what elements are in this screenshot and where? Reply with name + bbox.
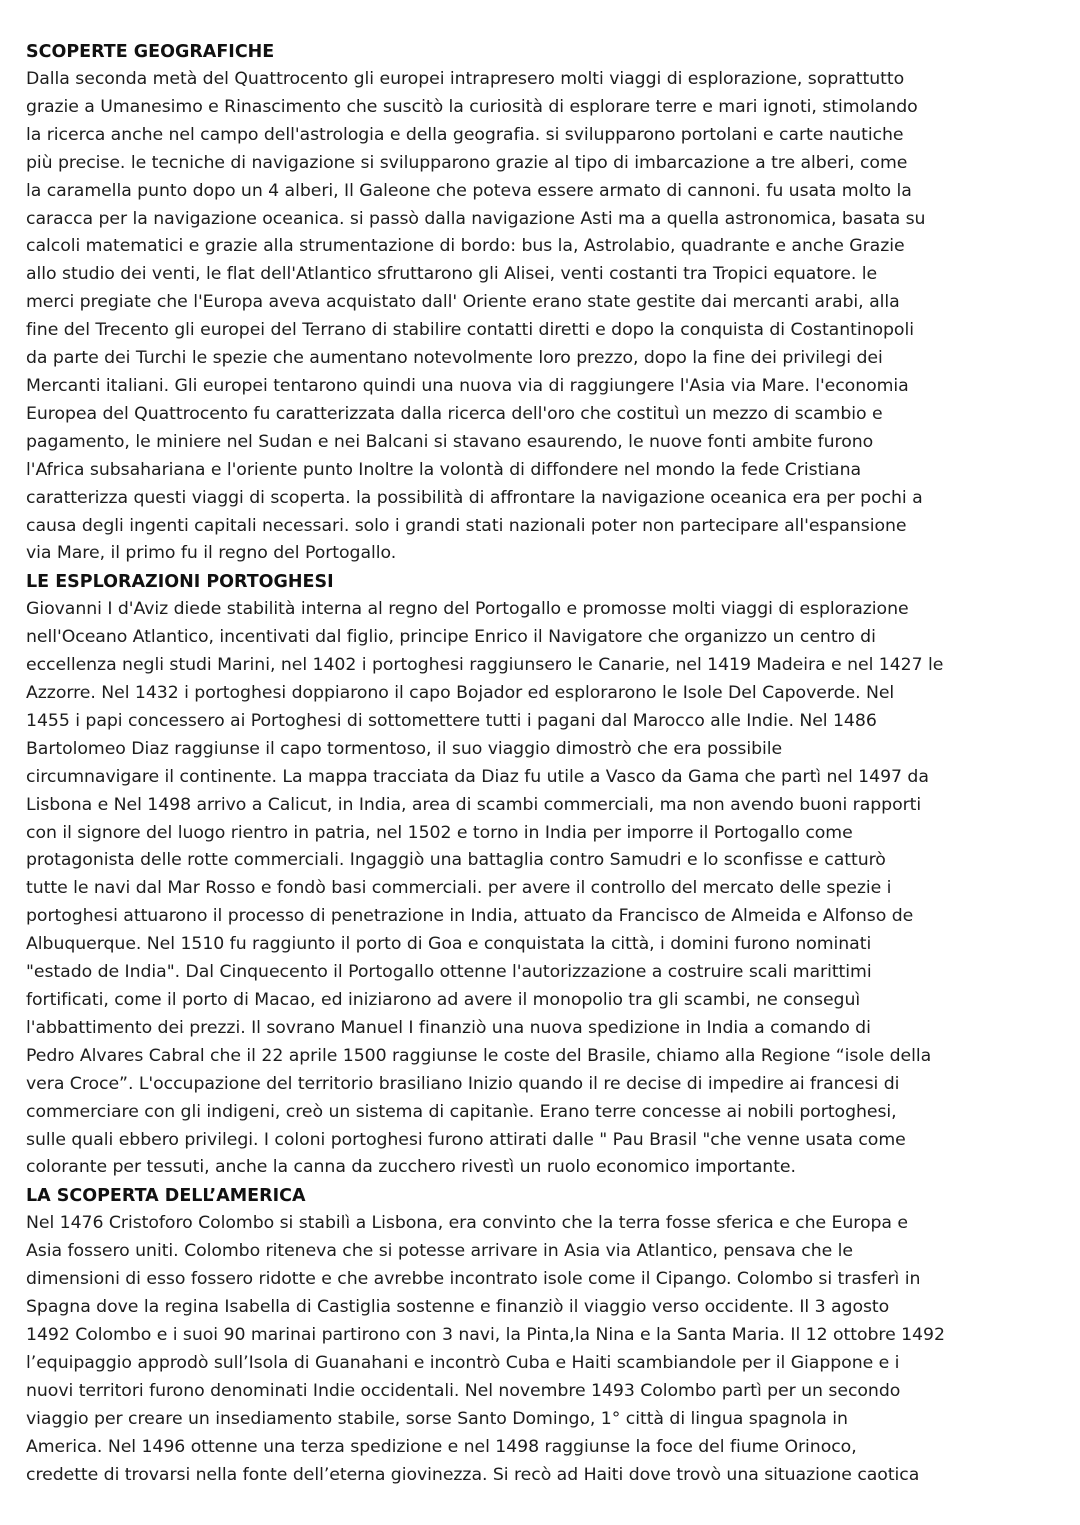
section-scoperte-geografiche xyxy=(26,38,1054,568)
section-paragraph: Dalla seconda metà del Quattrocento gli europei intrapresero molti viaggi di esplorazione, soprattutto grazie a Umanesimo e Rinascimento che suscitò la curiosità di esplorare terre e mari ignoti, stimolando la ricerca anche nel campo dell'astrologia e della geografia. si svilupparono portolani e carte nautiche più precise. le tecniche di navigazione si svilupparono grazie al tipo di imbarcazione a tre alberi, come la caramella punto dopo un 4 alberi, Il Galeone che poteva essere armato di cannoni. fu usata molto la caracca per la navigazione oceanica. si passò dalla navigazione Asti ma a quella astronomica, basata su calcoli matematici e grazie alla strumentazione di bordo: bus la, Astrolabio, quadrante e anche Grazie allo studio dei venti, le flat dell'Atlantico sfruttarono gli Alisei, venti costanti tra Tropici equatore. le merci pregiate che l'Europa aveva acquistato dall' Oriente erano state gestite dai mercanti arabi, alla fine del Trecento gli europei del Terrano di stabilire contatti diretti e dopo la conquista di Costantinopoli da parte dei Turchi le spezie che aumentano notevolmente loro prezzo, dopo la fine dei privilegi dei Mercanti italiani. Gli europei tentarono quindi una nuova via di raggiungere l'Asia via Mare. l'economia Europea del Quattrocento fu caratterizzata dalla ricerca dell'oro che costituì un mezzo di scambio e pagamento, le miniere nel Sudan e nei Balcani si stavano esaurendo, le nuove fonti ambite furono l'Africa subsahariana e l'oriente punto Inoltre la volontà di diffondere nel mondo la fede Cristiana caratterizza questi viaggi di scoperta. la possibilità di affrontare la navigazione oceanica era per pochi a causa degli ingenti capitali necessari. solo i grandi stati nazionali poter non partecipare all'espansione via Mare, il primo fu il regno del Portogallo. xyxy=(26,69,926,564)
section-esplorazioni-portoghesi xyxy=(26,568,1054,1182)
section-paragraph: Giovanni I d'Aviz diede stabilità interna al regno del Portogallo e promosse molti viaggi di esplorazione nell'Oceano Atlantico, incentivati dal figlio, principe Enrico il Navigatore che organizzo un centro di eccellenza negli studi Marini, nel 1402 i portoghesi raggiunsero le Canarie, nel 1419 Madeira e nel 1427 le Azzorre. Nel 1432 i portoghesi doppiarono il capo Bojador ed esplorarono le Isole Del Capoverde. Nel 1455 i papi concessero ai Portoghesi di sottomettere tutti i pagani dal Marocco alle Indie. Nel 1486 Bartolomeo Diaz raggiunse il capo tormentoso, il suo viaggio dimostrò che era possibile circumnavigare il continente. La mappa tracciata da Diaz fu utile a Vasco da Gama che partì nel 1497 da Lisbona e Nel 1498 arrivo a Calicut, in India, area di scambi commerciali, ma non avendo buoni rapporti con il signore del luogo rientro in patria, nel 1502 e torno in India per imporre il Portogallo come protagonista delle rotte commerciali. Ingaggiò una battaglia contro Samudri e lo sconfisse e catturò tutte le navi dal Mar Rosso e fondò basi commerciali. per avere il controllo del mercato delle spezie i portoghesi attuarono il processo di penetrazione in India, attuato da Francisco de Almeida e Alfonso de Albuquerque. Nel 1510 fu raggiunto il porto di Goa e conquistata la città, i domini furono nominati "estado de India". Dal Cinquecento il Portogallo ottenne l'autorizzazione a costruire scali marittimi fortificati, come il porto di Macao, ed iniziarono ad avere il monopolio tra gli scambi, ne conseguì l'abbattimento dei prezzi. Il sovrano Manuel I finanziò una nuova spedizione in India a comando di Pedro Alvares Cabral che il 22 aprile 1500 raggiunse le coste del Brasile, chiamo alla Regione “isole della vera Croce”. L'occupazione del territorio brasiliano Inizio quando il re decise di impedire ai francesi di commerciare con gli indigeni, creò un sistema di capitanìe. Erano terre concesse ai nobili portoghesi, sulle quali ebbero privilegi. I coloni portoghesi furono attirati dalle " Pau Brasil "che venne usata come colorante per tessuti, anche la canna da zucchero rivestì un ruolo economico importante. xyxy=(26,599,944,1178)
section-paragraph: Nel 1476 Cristoforo Colombo si stabilì a Lisbona, era convinto che la terra fosse sferica e che Europa e Asia fossero uniti. Colombo riteneva che si potesse arrivare in Asia via Atlantico, pensava che le dimensioni di esso fossero ridotte e che avrebbe incontrato isole come il Cipango. Colombo si trasferì in Spagna dove la regina Isabella di Castiglia sostenne e finanziò il viaggio verso occidente. Il 3 agosto 1492 Colombo e i suoi 90 marinai partirono con 3 navi, la Pinta,la Nina e la Santa Maria. Il 12 ottobre 1492 l’equipaggio approdò sull’Isola di Guanahani e incontrò Cuba e Haiti scambiandole per il Giappone e i nuovi territori furono denominati Indie occidentali. Nel novembre 1493 Colombo partì per un secondo viaggio per creare un insediamento stabile, sorse Santo Domingo, 1° città di lingua spagnola in America. Nel 1496 ottenne una terza spedizione e nel 1498 raggiunse la foce del fiume Orinoco, credette di trovarsi nella fonte dell’eterna giovinezza. Si recò ad Haiti dove trovò una situazione caotica xyxy=(26,1213,945,1485)
section-heading: SCOPERTE GEOGRAFICHE xyxy=(26,42,275,62)
section-heading: LA SCOPERTA DELL’AMERICA xyxy=(26,1186,306,1207)
section-heading: LE ESPLORAZIONI PORTOGHESI xyxy=(26,572,334,593)
section-scoperta-america xyxy=(26,1182,1054,1489)
